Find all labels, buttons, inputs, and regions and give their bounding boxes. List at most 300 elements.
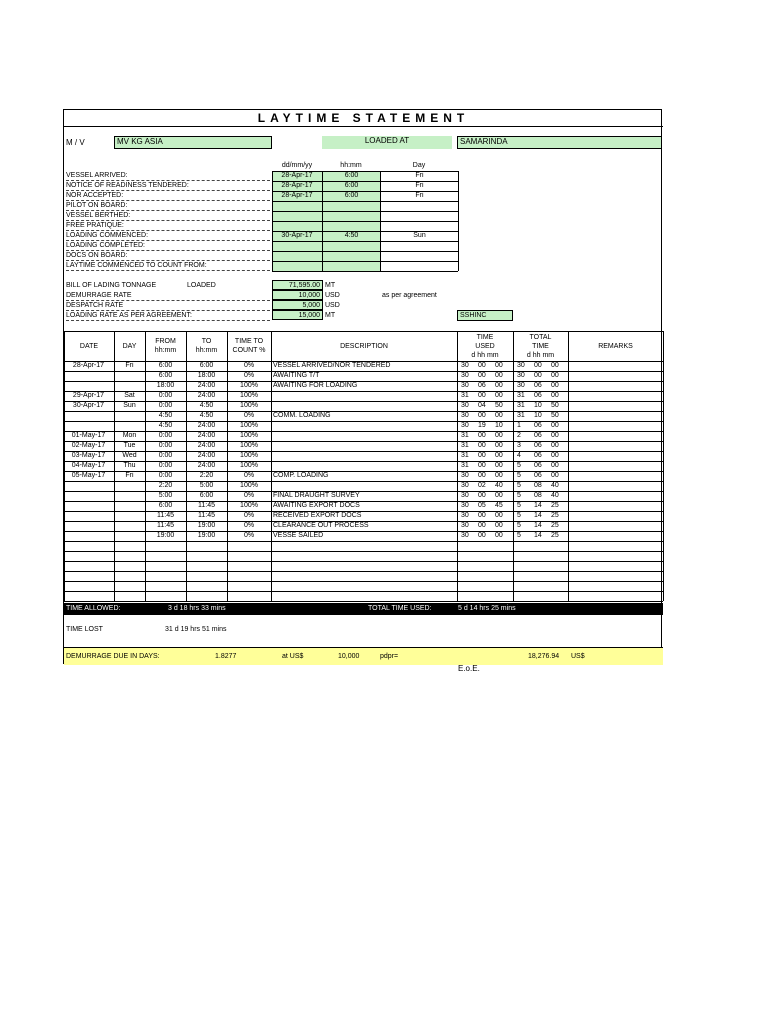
demurrage-days-value: 1.8277 <box>215 653 237 660</box>
cell-used-mins: 00 <box>495 512 503 519</box>
event-date-field[interactable] <box>272 261 322 271</box>
vessel-name-field[interactable]: MV KG ASIA <box>114 136 272 149</box>
grid-line <box>272 221 458 222</box>
cell-remarks <box>570 451 660 461</box>
time-allowed-label: TIME ALLOWED: <box>66 605 121 612</box>
cell-to: 6:00 <box>199 362 214 369</box>
cell-day: Sun <box>123 402 136 409</box>
cell-total-days: 5 <box>517 492 521 499</box>
cell-date <box>65 541 112 551</box>
grid-line <box>322 171 323 271</box>
cell-description <box>273 581 457 591</box>
cell-total-mins: 00 <box>551 422 559 429</box>
table-row <box>64 401 663 411</box>
cell-total-hours: 06 <box>534 472 542 479</box>
demurrage-rate-field[interactable]: 10,000 <box>272 290 323 300</box>
table-row <box>64 451 663 461</box>
cell-date <box>65 521 112 531</box>
cell-to: 11:45 <box>198 502 215 509</box>
cell-total-hours: 10 <box>534 412 542 419</box>
cell-used-hours: 00 <box>478 492 486 499</box>
cell-total-mins: 00 <box>551 442 559 449</box>
event-time-field[interactable]: 6:00 <box>323 171 380 181</box>
cell-total-hours <box>534 571 548 581</box>
cell-from <box>146 541 185 551</box>
despatch-unit: USD <box>325 302 340 309</box>
cell-from: 6:00 <box>158 362 173 369</box>
table-row <box>64 551 663 561</box>
cell-total-hours: 06 <box>534 432 542 439</box>
cell-description <box>273 481 457 491</box>
grid-line <box>64 571 663 572</box>
cell-used-mins: 00 <box>495 362 503 369</box>
cell-used-days <box>461 561 475 571</box>
grid-line <box>64 431 663 432</box>
table-row <box>64 511 663 521</box>
cell-used-hours <box>478 561 492 571</box>
summary-bar <box>64 603 663 615</box>
event-label: LOADING COMPLETED: <box>66 241 270 251</box>
grid-line <box>663 331 664 601</box>
events-time-header: hh:mm <box>340 162 362 169</box>
header-count-line: COUNT % <box>232 347 266 354</box>
cell-description: AWAITING EXPORT DOCS <box>273 502 360 509</box>
grid-line <box>64 401 663 402</box>
cell-remarks <box>570 411 660 421</box>
cell-total-hours: 06 <box>534 442 542 449</box>
table-row <box>64 461 663 471</box>
cell-description <box>273 571 457 581</box>
header-date <box>64 332 114 360</box>
event-time-field[interactable] <box>323 241 380 251</box>
cell-day <box>115 381 144 391</box>
cell-description: COMP. LOADING <box>273 472 329 479</box>
event-time-field[interactable] <box>323 261 380 271</box>
cell-date: 28-Apr-17 <box>72 362 105 369</box>
header-day-line: DAY <box>122 343 137 350</box>
laytime-statement-sheet <box>63 109 662 664</box>
header-total-time-line: TOTAL <box>529 334 552 341</box>
cell-to: 5:00 <box>199 482 214 489</box>
loading-rate-label: LOADING RATE AS PER AGREEMENT: <box>66 311 270 321</box>
cell-from <box>146 591 185 601</box>
total-time-used-label: TOTAL TIME USED: <box>368 605 432 612</box>
cell-to: 24:00 <box>197 462 216 469</box>
cell-total-days: 5 <box>517 482 521 489</box>
cell-from: 6:00 <box>158 502 173 509</box>
event-day <box>381 201 458 211</box>
header-description-line: DESCRIPTION <box>340 343 388 350</box>
cell-from: 4:50 <box>158 422 173 429</box>
event-time-field[interactable] <box>323 221 380 231</box>
cell-to: 19:00 <box>197 532 216 539</box>
cell-to: 18:00 <box>197 372 216 379</box>
event-time-field[interactable]: 6:00 <box>323 191 380 201</box>
cell-date: 29-Apr-17 <box>72 392 105 399</box>
cell-total-days: 5 <box>517 522 521 529</box>
cell-used-hours: 00 <box>478 512 486 519</box>
cell-total-hours: 14 <box>534 522 542 529</box>
cell-used-hours: 00 <box>478 392 486 399</box>
cell-description <box>273 431 457 441</box>
cell-used-mins: 00 <box>495 492 503 499</box>
cell-day: Sat <box>124 392 135 399</box>
cell-total-hours: 14 <box>534 512 542 519</box>
cell-count <box>228 571 270 581</box>
event-label: NOR ACCEPTED: <box>66 191 270 201</box>
event-time-field[interactable] <box>323 251 380 261</box>
event-date-field[interactable] <box>272 241 322 251</box>
event-label: DOCS ON BOARD: <box>66 251 270 261</box>
cell-total-days <box>517 591 531 601</box>
cell-count: 100% <box>240 382 258 389</box>
cell-used-hours: 05 <box>478 502 486 509</box>
cell-used-mins <box>495 541 509 551</box>
total-time-used-value: 5 d 14 hrs 25 mins <box>458 605 516 612</box>
table-row <box>64 431 663 441</box>
cell-total-hours: 10 <box>534 402 542 409</box>
at-usd-value: 10,000 <box>338 653 360 660</box>
cell-description <box>273 421 457 431</box>
table-row <box>64 421 663 431</box>
cell-total-mins: 00 <box>551 462 559 469</box>
cell-remarks <box>570 531 660 541</box>
cell-to <box>187 551 226 561</box>
event-date-field[interactable] <box>272 221 322 231</box>
cell-day <box>115 551 144 561</box>
cell-count: 100% <box>240 422 258 429</box>
header-count <box>227 332 271 360</box>
cell-remarks <box>570 571 660 581</box>
event-date-field[interactable] <box>272 211 322 221</box>
demurrage-days-label: DEMURRAGE DUE IN DAYS: <box>66 653 160 660</box>
cell-used-days <box>461 551 475 561</box>
cell-remarks <box>570 481 660 491</box>
grid-line <box>64 331 65 601</box>
cell-from <box>146 551 185 561</box>
grid-line <box>272 171 273 271</box>
cell-remarks <box>570 361 660 371</box>
cell-used-mins: 00 <box>495 462 503 469</box>
event-day <box>381 251 458 261</box>
cell-day <box>115 521 144 531</box>
grid-line <box>272 231 458 232</box>
cell-count <box>228 541 270 551</box>
cell-date: 04-May-17 <box>71 462 106 469</box>
bl-label: BILL OF LADING TONNAGE <box>66 282 157 289</box>
cell-used-days: 31 <box>461 462 469 469</box>
grid-line <box>64 371 663 372</box>
cell-total-days: 30 <box>517 382 525 389</box>
terms-field[interactable]: SSHINC <box>457 310 513 321</box>
cell-day <box>115 581 144 591</box>
cell-to <box>187 561 226 571</box>
cell-day <box>115 481 144 491</box>
cell-from: 11:45 <box>157 522 174 529</box>
cell-remarks <box>570 581 660 591</box>
cell-day <box>115 491 144 501</box>
event-time-field[interactable]: 4:50 <box>323 231 380 241</box>
cell-remarks <box>570 561 660 571</box>
cell-from <box>146 581 185 591</box>
cell-count: 100% <box>240 452 258 459</box>
cell-remarks <box>570 401 660 411</box>
demurrage-amount: 18,276.94 <box>528 653 560 660</box>
cell-total-days: 5 <box>517 532 521 539</box>
bl-unit: MT <box>325 282 336 289</box>
cell-used-mins: 00 <box>495 382 503 389</box>
grid-line <box>568 331 569 601</box>
cell-total-days <box>517 541 531 551</box>
cell-remarks <box>570 551 660 561</box>
table-row <box>64 541 663 551</box>
cell-total-days: 30 <box>517 362 525 369</box>
grid-line <box>272 211 458 212</box>
cell-day <box>115 561 144 571</box>
grid-line <box>272 181 458 182</box>
event-date-field[interactable]: 28-Apr-17 <box>272 191 322 201</box>
cell-used-hours: 19 <box>478 422 486 429</box>
grid-line <box>272 171 458 172</box>
cell-date <box>65 571 112 581</box>
event-date-field[interactable] <box>272 201 322 211</box>
event-time-field[interactable] <box>323 211 380 221</box>
event-date-field[interactable] <box>272 251 322 261</box>
cell-to <box>187 571 226 581</box>
cell-from: 18:00 <box>156 382 175 389</box>
grid-line <box>64 591 663 592</box>
cell-used-mins <box>495 561 509 571</box>
cell-used-days <box>461 541 475 551</box>
cell-total-hours <box>534 581 548 591</box>
grid-line <box>145 331 146 601</box>
cell-remarks <box>570 491 660 501</box>
grid-line <box>64 521 663 522</box>
time-lost-label: TIME LOST <box>66 626 103 633</box>
cell-date <box>65 511 112 521</box>
cell-count: 0% <box>243 372 255 379</box>
cell-total-days: 2 <box>517 432 521 439</box>
grid-line <box>64 511 663 512</box>
grid-line <box>64 461 663 462</box>
cell-used-hours: 00 <box>478 372 486 379</box>
cell-count: 100% <box>240 482 258 489</box>
table-row <box>64 481 663 491</box>
cell-used-hours <box>478 571 492 581</box>
cell-date <box>65 531 112 541</box>
event-day <box>381 261 458 271</box>
cell-total-mins: 00 <box>551 382 559 389</box>
event-day <box>381 241 458 251</box>
header-day <box>114 332 145 360</box>
cell-total-mins: 00 <box>551 392 559 399</box>
cell-date <box>65 501 112 511</box>
event-date-field[interactable]: 30-Apr-17 <box>272 231 322 241</box>
cell-count: 0% <box>243 472 255 479</box>
grid-line <box>271 331 272 601</box>
cell-used-hours: 00 <box>478 362 486 369</box>
grid-line <box>380 171 381 271</box>
cell-day <box>115 531 144 541</box>
event-day <box>381 221 458 231</box>
cell-used-days: 30 <box>461 532 469 539</box>
cell-description <box>273 401 457 411</box>
event-date-field[interactable]: 28-Apr-17 <box>272 181 322 191</box>
loaded-at-field[interactable]: SAMARINDA <box>457 136 662 149</box>
table-row <box>64 361 663 371</box>
event-day <box>381 211 458 221</box>
cell-total-mins <box>551 591 565 601</box>
cell-used-mins <box>495 591 509 601</box>
cell-total-hours: 06 <box>534 452 542 459</box>
bl-tonnage-field[interactable]: 71,595.00 <box>272 280 323 290</box>
cell-used-hours: 00 <box>478 412 486 419</box>
grid-line <box>64 471 663 472</box>
loading-rate-field[interactable]: 15,000 <box>272 310 323 320</box>
cell-date <box>65 411 112 421</box>
cell-description <box>273 541 457 551</box>
cell-used-days: 30 <box>461 512 469 519</box>
despatch-rate-field[interactable]: 5,000 <box>272 300 323 310</box>
demurrage-unit: USD <box>325 292 340 299</box>
cell-description <box>273 551 457 561</box>
grid-line <box>458 171 459 271</box>
cell-count: 0% <box>243 532 255 539</box>
event-time-field[interactable]: 6:00 <box>323 181 380 191</box>
cell-used-hours <box>478 581 492 591</box>
cell-description <box>273 591 457 601</box>
grid-line <box>64 541 663 542</box>
table-row <box>64 581 663 591</box>
cell-day <box>115 511 144 521</box>
cell-total-mins: 50 <box>551 402 559 409</box>
cell-total-mins: 25 <box>551 522 559 529</box>
header-date-line: DATE <box>79 343 99 350</box>
cell-used-mins: 00 <box>495 472 503 479</box>
table-row <box>64 571 663 581</box>
cell-day: Mon <box>122 432 137 439</box>
cell-from: 4:50 <box>158 412 173 419</box>
cell-total-mins: 00 <box>551 452 559 459</box>
cell-count <box>228 581 270 591</box>
cell-description: AWAITING FOR LOADING <box>273 382 358 389</box>
cell-used-mins <box>495 551 509 561</box>
cell-used-days: 30 <box>461 502 469 509</box>
cell-used-days <box>461 591 475 601</box>
cell-used-hours: 00 <box>478 472 486 479</box>
cell-used-days: 30 <box>461 382 469 389</box>
cell-total-mins: 25 <box>551 532 559 539</box>
cell-description: COMM. LOADING <box>273 412 331 419</box>
cell-total-days: 31 <box>517 392 525 399</box>
cell-used-mins: 00 <box>495 432 503 439</box>
cell-used-mins: 00 <box>495 452 503 459</box>
cell-used-days: 31 <box>461 442 469 449</box>
table-row <box>64 531 663 541</box>
header-time-used <box>457 332 513 360</box>
cell-date <box>65 591 112 601</box>
table-row <box>64 371 663 381</box>
cell-description: CLEARANCE OUT PROCESS <box>273 522 369 529</box>
header-time-used-line: d hh mm <box>471 352 499 359</box>
cell-used-days: 30 <box>461 422 469 429</box>
cell-to: 24:00 <box>197 422 216 429</box>
eoe-footer: E.o.E. <box>458 664 480 673</box>
cell-day <box>115 421 144 431</box>
grid-line <box>272 271 458 272</box>
cell-used-hours: 00 <box>478 462 486 469</box>
cell-day <box>115 591 144 601</box>
despatch-rate-label: DESPATCH RATE <box>66 301 270 311</box>
cell-date: 05-May-17 <box>71 472 106 479</box>
header-to-line: TO <box>201 338 212 345</box>
cell-from: 0:00 <box>158 432 173 439</box>
cell-used-hours: 00 <box>478 522 486 529</box>
cell-description <box>273 561 457 571</box>
loaded-at-label: LOADED AT <box>322 136 452 149</box>
cell-total-mins <box>551 571 565 581</box>
cell-total-hours <box>534 591 548 601</box>
cell-used-days: 30 <box>461 412 469 419</box>
event-date-field[interactable]: 28-Apr-17 <box>272 171 322 181</box>
cell-date <box>65 481 112 491</box>
event-label: FREE PRATIQUE: <box>66 221 270 231</box>
cell-date <box>65 551 112 561</box>
cell-total-hours: 14 <box>534 502 542 509</box>
cell-total-days: 4 <box>517 452 521 459</box>
grid-line <box>64 421 663 422</box>
cell-remarks <box>570 501 660 511</box>
cell-used-days: 30 <box>461 472 469 479</box>
cell-used-hours: 00 <box>478 532 486 539</box>
grid-line <box>272 191 458 192</box>
cell-total-mins: 50 <box>551 412 559 419</box>
cell-date <box>65 581 112 591</box>
event-time-field[interactable] <box>323 201 380 211</box>
bl-sub-label: LOADED <box>187 282 216 289</box>
grid-line <box>457 331 458 601</box>
cell-used-days: 31 <box>461 392 469 399</box>
cell-used-mins <box>495 581 509 591</box>
cell-from: 11:45 <box>157 512 174 519</box>
cell-used-days: 30 <box>461 522 469 529</box>
grid-line <box>186 331 187 601</box>
agreement-note: as per agreement <box>382 292 437 299</box>
pdpr-label: pdpr= <box>380 653 399 660</box>
grid-line <box>64 451 663 452</box>
cell-remarks <box>570 421 660 431</box>
cell-date <box>65 421 112 431</box>
event-label: NOTICE OF READINESS TENDERED: <box>66 181 270 191</box>
cell-used-mins: 45 <box>495 502 503 509</box>
table-row <box>64 411 663 421</box>
cell-total-hours <box>534 551 548 561</box>
header-total-time-line: TIME <box>532 343 549 350</box>
cell-to: 4:50 <box>199 412 214 419</box>
grid-line <box>114 331 115 601</box>
table-row <box>64 501 663 511</box>
cell-total-hours: 06 <box>534 422 542 429</box>
cell-total-mins: 40 <box>551 482 559 489</box>
cell-from: 0:00 <box>158 402 173 409</box>
table-row <box>64 471 663 481</box>
cell-description <box>273 441 457 451</box>
cell-to: 24:00 <box>197 432 216 439</box>
event-label: VESSEL ARRIVED: <box>66 171 270 181</box>
event-day: Fri <box>415 172 424 179</box>
cell-day <box>115 571 144 581</box>
header-total-time <box>513 332 568 360</box>
